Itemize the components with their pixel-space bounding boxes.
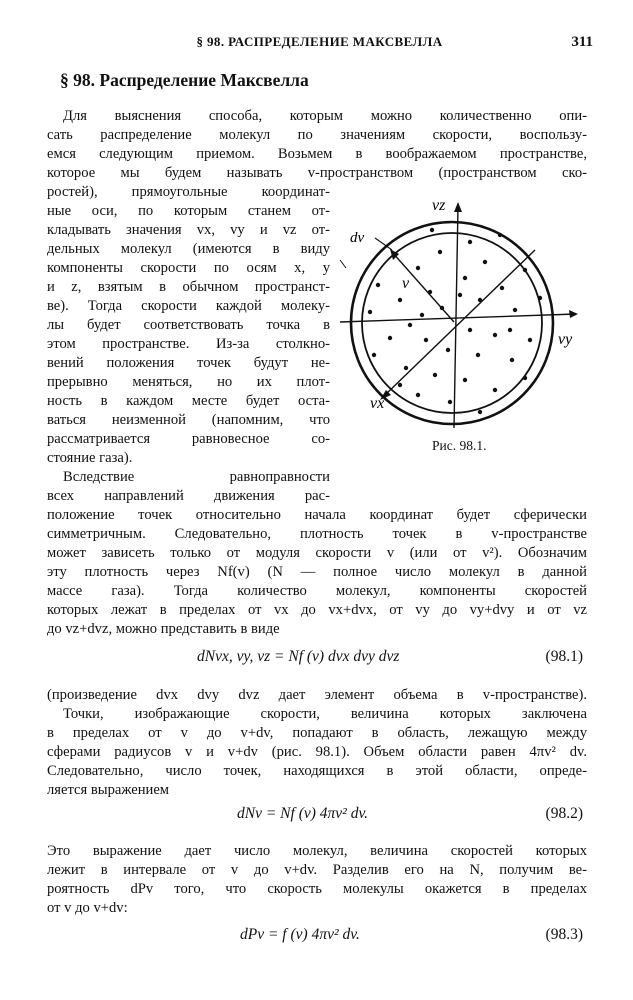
vy-axis-label: vy (558, 331, 573, 348)
text-line: Это выражение дает число молекул, величина скоростей которых (47, 843, 587, 859)
outer-sphere-circle (351, 222, 553, 424)
equation-formula: dPv = f (v) 4πv² dv. (240, 926, 360, 943)
text-line: роятность dPv того, что скорость молекулы окажется в пределах (47, 881, 587, 897)
text-line: положение точек относительно начала координат будет сферически (47, 507, 587, 523)
text-line: ваться неизменной (напомним, что (47, 412, 330, 428)
running-title: § 98. РАСПРЕДЕЛЕНИЕ МАКСВЕЛЛА (196, 34, 443, 49)
equation-number: (98.2) (545, 805, 583, 822)
section-title: § 98. Распределение Максвелла (60, 70, 309, 90)
text-line: прерывно меняться, но их плот- (47, 374, 330, 390)
dv-label: dv (350, 230, 365, 246)
text-line: может зависеть только от модуля скорости v (или от v²). Обозначим (47, 545, 587, 561)
equation-formula: dNvx, vy, vz = Nf (v) dvx dvy dvz (197, 648, 400, 665)
text-line: Вследствие равноправности (63, 469, 330, 485)
equation-number: (98.1) (545, 648, 583, 665)
text-line: (произведение dvx dvy dvz дает элемент объема в v-пространстве). (47, 687, 587, 703)
text-line: ные оси, по которым станем от- (47, 203, 330, 219)
equation-98-1 (47, 648, 587, 672)
text-line: сать распределение молекул по значениям скорости, воспользу- (47, 127, 587, 143)
v-label: v (402, 275, 410, 292)
text-line: дельных молекул (имеются в виду (47, 241, 330, 257)
text-line: рассматривается равновесное со- (47, 431, 330, 447)
text-line: которое мы будем называть v-пространством (пространством ско- (47, 165, 587, 181)
text-line: массе газа). Тогда количество молекул, компоненты скоростей (47, 583, 587, 599)
text-line: ность в каждом месте будет оста- (47, 393, 330, 409)
text-line: всех направлений движения рас- (47, 488, 330, 504)
vz-axis (454, 206, 458, 428)
text-line: компоненты скорости по осям x, y (47, 260, 330, 276)
text-line: сферами радиусов v и v+dv (рис. 98.1). Объем области равен 4πv² dv. (47, 744, 587, 760)
vy-axis-arrowhead (569, 310, 578, 318)
text-line: эту плотность через Nf(v) (N — полное число молекул в данной (47, 564, 587, 580)
vy-axis (340, 314, 576, 322)
text-line: лы будет соответствовать точка в (47, 317, 330, 333)
text-line: в пределах от v до v+dv, попадают в область, лежащую между (47, 725, 587, 741)
running-header (46, 34, 593, 54)
vz-axis-label: vz (432, 197, 446, 214)
text-line: стояние газа). (47, 450, 133, 466)
text-line: вений положения точек будут не- (47, 355, 330, 371)
text-line: лежит в интервале от v до v+dv. Разделив его на N, получим ве- (47, 862, 587, 878)
vx-axis (385, 250, 535, 395)
text-line: Для выяснения способа, которым можно количественно опи- (63, 108, 587, 124)
text-line: Следовательно, число точек, находящихся в этой области, опреде- (47, 763, 587, 779)
text-line: этом пространстве. Из-за столкно- (47, 336, 330, 352)
text-line: до vz+dvz, можно представить в виде (47, 621, 280, 637)
equation-number: (98.3) (545, 926, 583, 943)
velocity-space-figure (330, 190, 590, 435)
vz-axis-arrowhead (454, 202, 462, 212)
text-line: кладывать значения vx, vy и vz от- (47, 222, 330, 238)
equation-formula: dNv = Nf (v) 4πv² dv. (237, 805, 369, 822)
text-line: ляется выражением (47, 782, 170, 798)
text-line: и z, взятым в обычном пространст- (47, 279, 330, 295)
text-line: которых лежат в пределах от vx до vx+dvx, от vy до vy+dvy и от vz (47, 602, 587, 618)
text-line: емся следующим приемом. Возьмем в воображаемом пространстве, (47, 146, 587, 162)
page-number: 311 (571, 34, 593, 50)
text-line: Точки, изображающие скорости, величина которых заключена (63, 706, 587, 722)
equation-98-3 (47, 926, 587, 950)
text-line: ростей), прямоугольные координат- (47, 184, 330, 200)
tick-mark (340, 260, 346, 268)
text-line: от v до v+dv: (47, 900, 128, 916)
figure-caption: Рис. 98.1. (432, 438, 487, 453)
equation-98-2 (47, 805, 587, 829)
text-line: симметричным. Следовательно, плотность точек в v-пространстве (47, 526, 587, 542)
vx-axis-label: vx (370, 395, 385, 412)
inner-sphere-circle (362, 233, 542, 413)
text-line: ве). Тогда скорости каждой молеку- (47, 298, 330, 314)
